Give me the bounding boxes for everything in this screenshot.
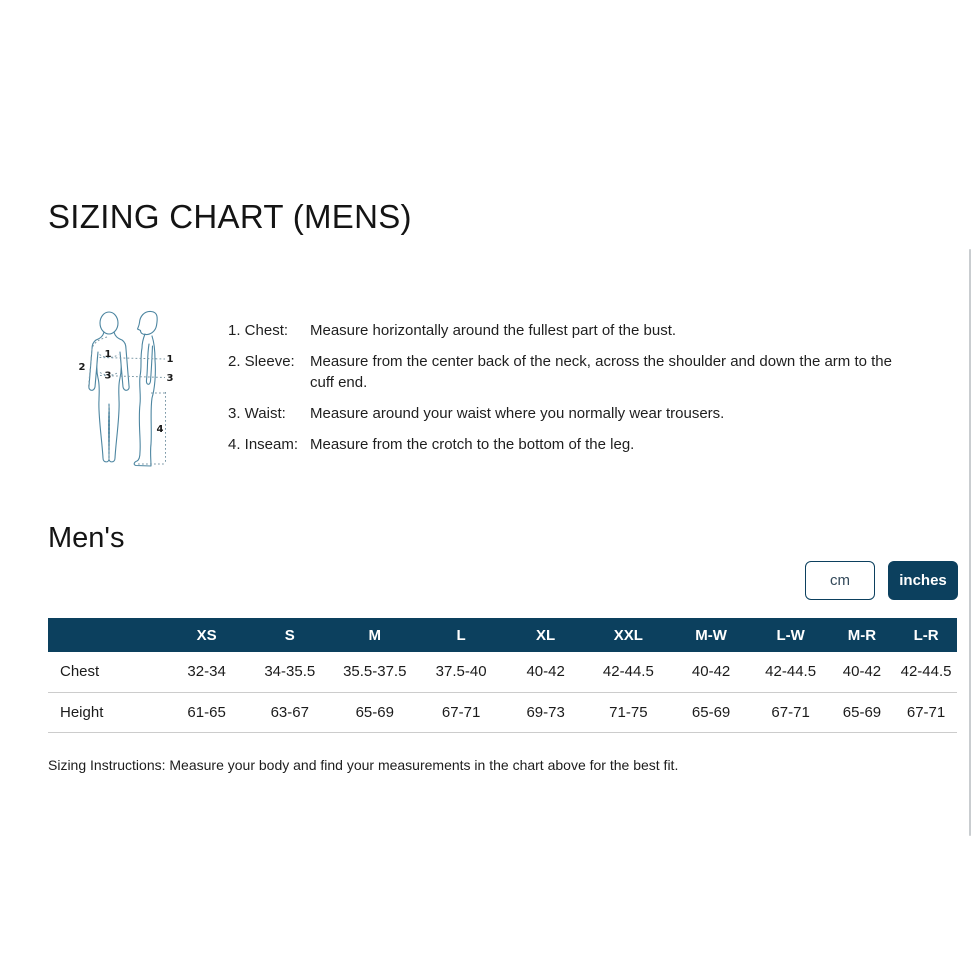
chest-value-s: 34-35.5 bbox=[248, 652, 332, 692]
instruction-text: Measure horizontally around the fullest part of the bust. bbox=[310, 322, 677, 339]
height-value-lr: 67-71 bbox=[895, 692, 957, 732]
chest-value-mr: 40-42 bbox=[829, 652, 895, 692]
unit-toggle bbox=[805, 561, 958, 600]
height-value-mr: 65-69 bbox=[829, 692, 895, 732]
column-header-m: M bbox=[332, 618, 418, 652]
height-value-mw: 65-69 bbox=[670, 692, 753, 732]
body-figure-icon bbox=[72, 300, 222, 472]
instruction-label: 4. Inseam: bbox=[228, 436, 299, 453]
cm-button[interactable]: cm bbox=[805, 561, 875, 600]
instruction-label: 1. Chest: bbox=[228, 322, 289, 339]
instruction-item-chest bbox=[228, 320, 916, 341]
column-header-lr: L-R bbox=[895, 618, 957, 652]
column-header-l: L bbox=[418, 618, 504, 652]
table-row-height bbox=[48, 692, 957, 732]
column-header-blank bbox=[48, 618, 165, 652]
chest-value-xxl: 42-44.5 bbox=[587, 652, 670, 692]
instruction-label: 2. Sleeve: bbox=[228, 353, 295, 370]
column-header-xl: XL bbox=[504, 618, 587, 652]
column-header-xs: XS bbox=[165, 618, 248, 652]
figure-label-waist-front: 3 bbox=[104, 370, 112, 382]
figure-label-waist-side: 3 bbox=[166, 373, 174, 384]
instruction-text: Measure from the center back of the neck, across the shoulder and down the arm to the cuff end. bbox=[310, 353, 892, 391]
chest-value-lr: 42-44.5 bbox=[895, 652, 957, 692]
chest-value-mw: 40-42 bbox=[670, 652, 753, 692]
chest-value-m: 35.5-37.5 bbox=[332, 652, 418, 692]
column-header-lw: L-W bbox=[752, 618, 828, 652]
height-value-xl: 69-73 bbox=[504, 692, 587, 732]
size-table bbox=[48, 618, 957, 733]
column-header-mr: M-R bbox=[829, 618, 895, 652]
chest-value-l: 37.5-40 bbox=[418, 652, 504, 692]
height-value-m: 65-69 bbox=[332, 692, 418, 732]
instruction-item-waist bbox=[228, 403, 916, 424]
instruction-text: Measure from the crotch to the bottom of the leg. bbox=[310, 436, 635, 453]
chest-value-xl: 40-42 bbox=[504, 652, 587, 692]
chest-value-xs: 32-34 bbox=[165, 652, 248, 692]
page-title: SIZING CHART (MENS) bbox=[48, 198, 412, 235]
chest-value-lw: 42-44.5 bbox=[752, 652, 828, 692]
figure-label-inseam: 4 bbox=[156, 424, 164, 435]
measurement-instructions bbox=[228, 320, 916, 465]
instruction-label: 3. Waist: bbox=[228, 405, 286, 422]
row-label-chest: Chest bbox=[48, 652, 165, 692]
figure-label-chest-side: 1 bbox=[166, 354, 174, 365]
row-label-height: Height bbox=[48, 692, 165, 732]
figure-label-sleeve: 2 bbox=[78, 362, 86, 373]
height-value-l: 67-71 bbox=[418, 692, 504, 732]
sizing-note: Sizing Instructions: Measure your body and find your measurements in the chart above for the best fit. bbox=[48, 757, 679, 773]
figure-label-chest-front: 1 bbox=[104, 349, 112, 360]
table-header-row bbox=[48, 618, 957, 652]
height-value-s: 63-67 bbox=[248, 692, 332, 732]
instruction-item-inseam bbox=[228, 434, 916, 455]
column-header-xxl: XXL bbox=[587, 618, 670, 652]
instruction-item-sleeve bbox=[228, 351, 916, 393]
height-value-lw: 67-71 bbox=[752, 692, 828, 732]
column-header-s: S bbox=[248, 618, 332, 652]
table-row-chest bbox=[48, 652, 957, 692]
inches-button[interactable]: inches bbox=[888, 561, 958, 600]
body-measurement-diagram bbox=[72, 300, 222, 472]
instruction-text: Measure around your waist where you normally wear trousers. bbox=[310, 405, 725, 422]
column-header-mw: M-W bbox=[670, 618, 753, 652]
scrollbar[interactable] bbox=[969, 249, 971, 836]
height-value-xs: 61-65 bbox=[165, 692, 248, 732]
height-value-xxl: 71-75 bbox=[587, 692, 670, 732]
section-heading-mens: Men's bbox=[48, 522, 125, 554]
